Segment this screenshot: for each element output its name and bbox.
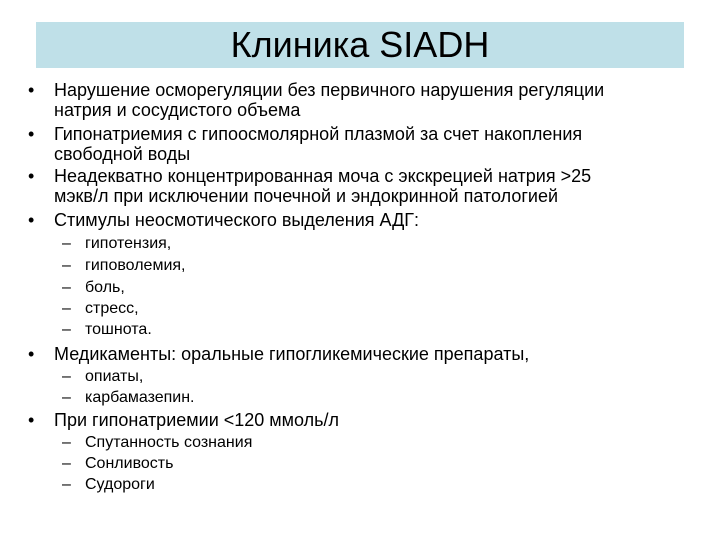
bullet-text: При гипонатриемии <120 ммоль/л [54,410,340,430]
bullet-text [54,166,694,206]
bullet-marker: • [28,210,35,230]
bullet-text: Медикаменты: оральные гипогликемические препараты, [54,344,530,364]
dash-marker: – [62,368,71,385]
bullet-line: Нарушение осморегуляции без первичного нарушения регуляции [54,80,605,100]
sub-item-text: Спутанность сознания [85,434,253,451]
dash-marker: – [62,434,71,451]
bullet-text: Стимулы неосмотического выделения АДГ: [54,210,420,230]
sub-item-text: опиаты, [85,368,144,385]
dash-marker: – [62,279,71,296]
bullet-marker: • [28,80,35,100]
dash-marker: – [62,321,71,338]
sub-item-text: гипотензия, [85,235,172,252]
sub-item-text: боль, [85,279,125,296]
bullet-marker: • [28,124,35,144]
sub-item-text: карбамазепин. [85,389,195,406]
sub-item-text: тошнота. [85,321,152,338]
bullet-line: мэкв/л при исключении почечной и эндокринной патологией [54,186,559,206]
dash-marker: – [62,455,71,472]
bullet-marker: • [28,410,35,430]
bullet-line: Неадекватно концентрированная моча с экскрецией натрия >25 [54,166,592,186]
dash-marker: – [62,300,71,317]
bullet-text [54,80,694,120]
sub-item-text: гиповолемия, [85,257,186,274]
dash-marker: – [62,257,71,274]
slide-title: Клиника SIADH [230,24,490,65]
bullet-line: свободной воды [54,144,191,164]
dash-marker: – [62,389,71,406]
dash-marker: – [62,235,71,252]
bullet-line: Гипонатриемия с гипоосмолярной плазмой за счет накопления [54,124,583,144]
dash-marker: – [62,476,71,493]
sub-item-text: Судороги [85,476,155,493]
title-banner [36,22,684,68]
bullet-marker: • [28,344,35,364]
sub-item-text: Сонливость [85,455,174,472]
bullet-text [54,124,694,164]
sub-item-text: стресс, [85,300,139,317]
bullet-line: натрия и сосудистого объема [54,100,301,120]
bullet-marker: • [28,166,35,186]
